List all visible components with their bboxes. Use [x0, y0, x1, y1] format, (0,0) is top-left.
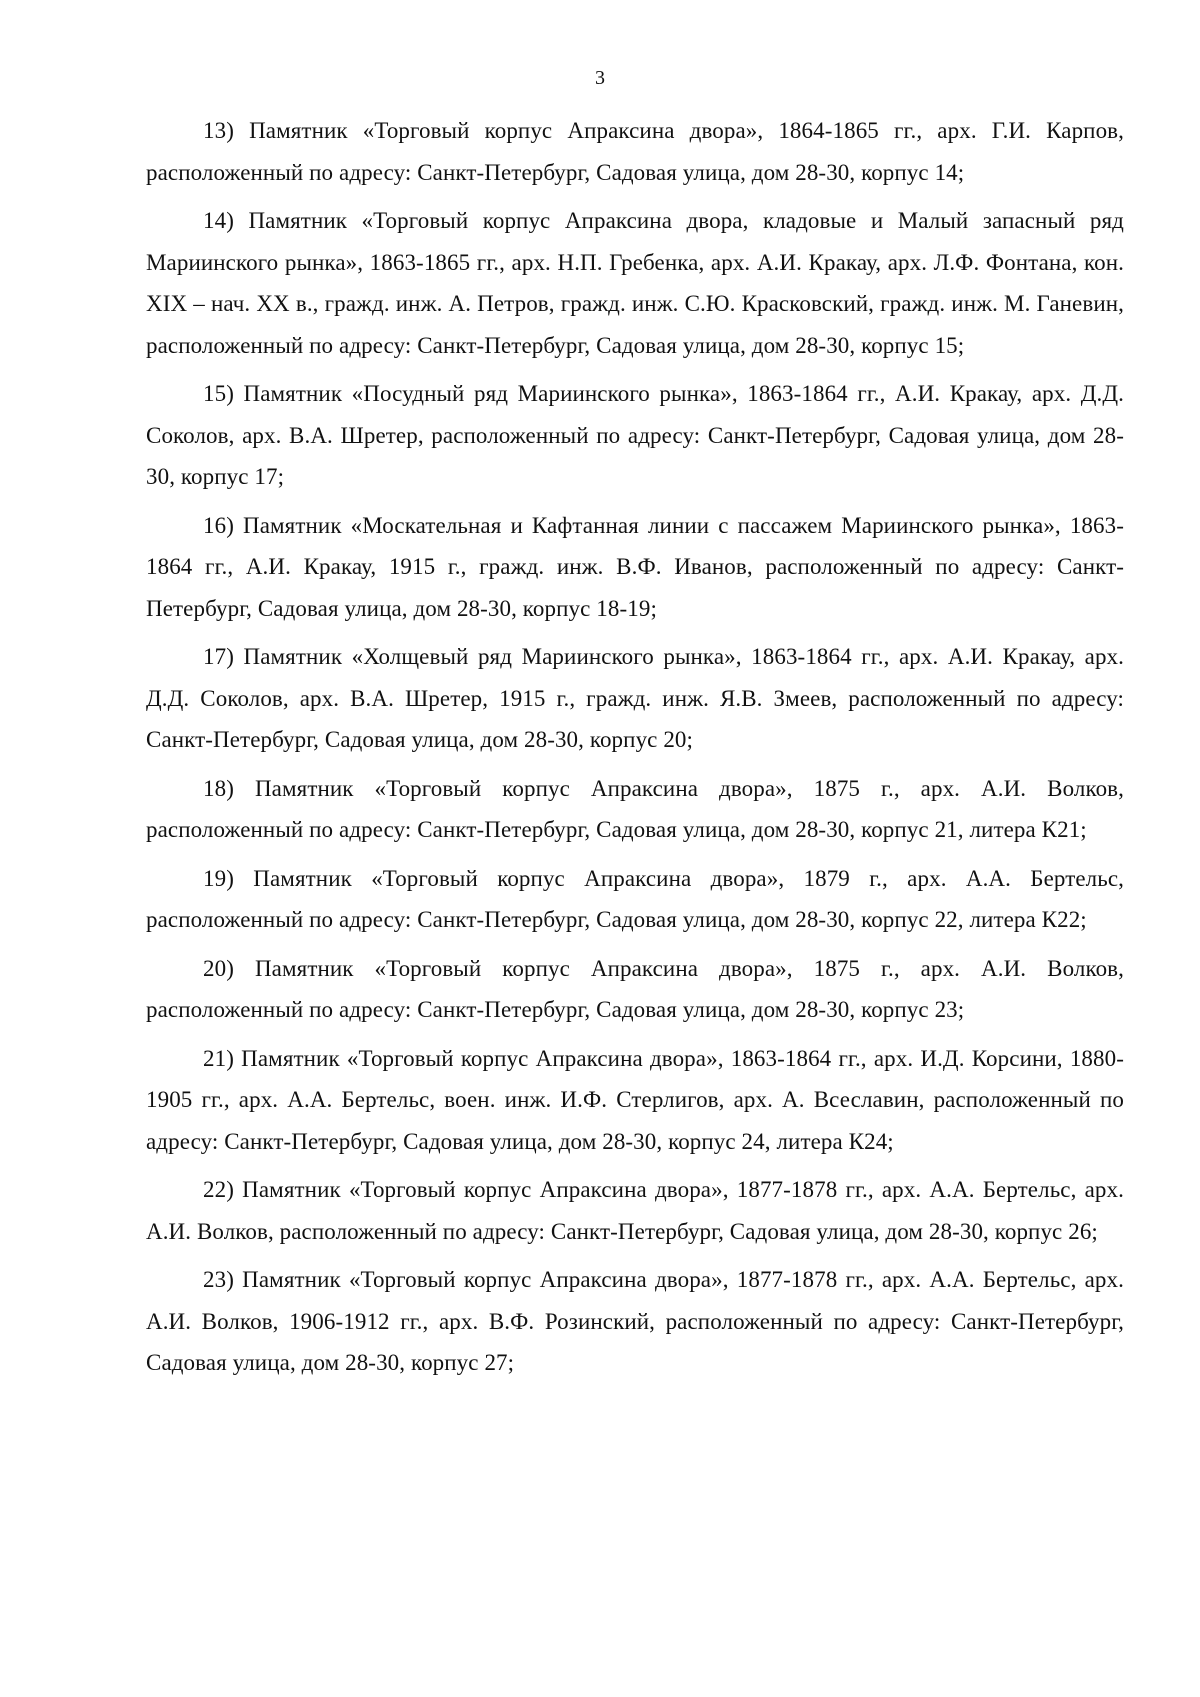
list-item: 21) Памятник «Торговый корпус Апраксина двора», 1863-1864 гг., арх. И.Д. Корсини, 1880-1905 гг., арх. А.А. Бертельс, воен. инж. И.Ф. Стерлигов, арх. А. Всеславин, расположенный по адресу: Санкт-Петербург, Садовая улица, дом 28-30, корпус 24, литера К24;: [146, 1045, 1124, 1154]
document-body: [146, 110, 1124, 1391]
list-item: 19) Памятник «Торговый корпус Апраксина двора», 1879 г., арх. А.А. Бертельс, расположенный по адресу: Санкт-Петербург, Садовая улица, дом 28-30, корпус 22, литера К22;: [146, 865, 1124, 932]
list-item: 17) Памятник «Холщевый ряд Мариинского рынка», 1863-1864 гг., арх. А.И. Кракау, арх. Д.Д. Соколов, арх. В.А. Шретер, 1915 г., гражд. инж. Я.В. Змеев, расположенный по адресу: Санкт-Петербург, Садовая улица, дом 28-30, корпус 20;: [146, 644, 1124, 752]
list-item: 13) Памятник «Торговый корпус Апраксина двора», 1864-1865 гг., арх. Г.И. Карпов, расположенный по адресу: Санкт-Петербург, Садовая улица, дом 28-30, корпус 14;: [146, 118, 1124, 185]
list-item: 14) Памятник «Торговый корпус Апраксина двора, кладовые и Малый запасный ряд Мариинского рынка», 1863-1865 гг., арх. Н.П. Гребенка, арх. А.И. Кракау, арх. Л.Ф. Фонтана, кон. XIX – нач. XX в., гражд. инж. А. Петров, гражд. инж. С.Ю. Красковский, гражд. инж. М. Ганевин, расположенный по адресу: Санкт-Петербург, Садовая улица, дом 28-30, корпус 15;: [146, 208, 1124, 358]
list-item: 23) Памятник «Торговый корпус Апраксина двора», 1877-1878 гг., арх. А.А. Бертельс, арх. А.И. Волков, 1906-1912 гг., арх. В.Ф. Розинский, расположенный по адресу: Санкт-Петербург, Садовая улица, дом 28-30, корпус 27;: [146, 1267, 1124, 1375]
page-number: 3: [595, 67, 605, 89]
list-item: 18) Памятник «Торговый корпус Апраксина двора», 1875 г., арх. А.И. Волков, расположенный по адресу: Санкт-Петербург, Садовая улица, дом 28-30, корпус 21, литера К21;: [146, 775, 1124, 842]
list-item: 22) Памятник «Торговый корпус Апраксина двора», 1877-1878 гг., арх. А.А. Бертельс, арх. А.И. Волков, расположенный по адресу: Санкт-Петербург, Садовая улица, дом 28-30, корпус 26;: [146, 1177, 1124, 1244]
list-item: 16) Памятник «Москательная и Кафтанная линии с пассажем Мариинского рынка», 1863-1864 гг., А.И. Кракау, 1915 г., гражд. инж. В.Ф. Иванов, расположенный по адресу: Санкт-Петербург, Садовая улица, дом 28-30, корпус 18-19;: [146, 512, 1124, 621]
list-item: 15) Памятник «Посудный ряд Мариинского рынка», 1863-1864 гг., А.И. Кракау, арх. Д.Д. Соколов, арх. В.А. Шретер, расположенный по адресу: Санкт-Петербург, Садовая улица, дом 28-30, корпус 17;: [146, 381, 1124, 489]
list-item: 20) Памятник «Торговый корпус Апраксина двора», 1875 г., арх. А.И. Волков, расположенный по адресу: Санкт-Петербург, Садовая улица, дом 28-30, корпус 23;: [146, 955, 1124, 1022]
